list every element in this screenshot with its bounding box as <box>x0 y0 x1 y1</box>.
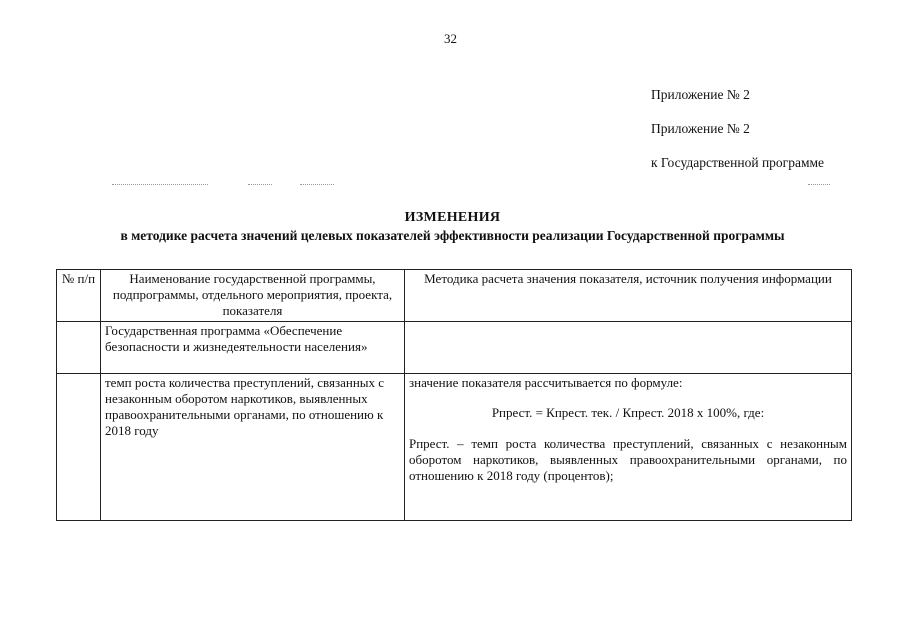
document-title: ИЗМЕНЕНИЯ <box>404 210 501 225</box>
method-intro: значение показателя рассчитывается по формуле: <box>409 375 683 390</box>
header-number: № п/п <box>57 270 101 322</box>
row-number <box>57 322 101 374</box>
formula: Рпрест. = Кпрест. тек. / Кпрест. 2018 х 100%, где: <box>491 405 765 420</box>
row-method <box>405 374 852 521</box>
document-subtitle: в методике расчета значений целевых показателей эффективности реализации Государственной программы <box>120 228 785 243</box>
row-method <box>405 322 852 374</box>
header-method: Методика расчета значения показателя, источник получения информации <box>405 270 852 322</box>
scan-artifact-line <box>300 184 334 186</box>
scan-artifact-line <box>112 184 208 186</box>
scan-artifact-line <box>248 184 272 186</box>
table-header-row <box>57 270 852 322</box>
row-name: темп роста количества преступлений, связанных с незаконным оборотом наркотиков, выявленных правоохранительными органами, по отношению к 2018 году <box>101 374 405 521</box>
scan-artifact-line <box>808 184 830 186</box>
row-number <box>57 374 101 521</box>
row-name: Государственная программа «Обеспечение безопасности и жизнедеятельности населения» <box>101 322 405 374</box>
appendix-label: Приложение № 2 <box>651 87 750 102</box>
formula-definition: Рпрест. – темп роста количества преступлений, связанных с незаконным оборотом наркотиков, выявленных правоохранительными органами, по отношению к 2018 году (процентов); <box>409 436 847 483</box>
table-row <box>57 374 852 521</box>
table-row <box>57 322 852 374</box>
changes-table <box>56 269 852 521</box>
page-number: 32 <box>444 31 457 46</box>
appendix-reference: к Государственной программе <box>651 155 825 170</box>
header-name: Наименование государственной программы, подпрограммы, отдельного мероприятия, проекта, показателя <box>101 270 405 322</box>
appendix-label-repeat: Приложение № 2 <box>651 121 750 136</box>
